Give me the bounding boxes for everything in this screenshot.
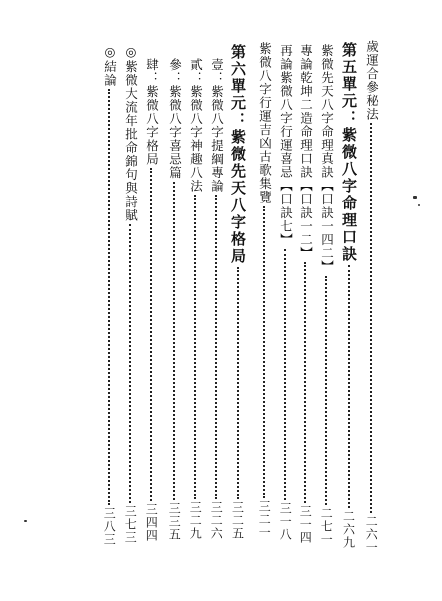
- toc-entry-title: 參：紫微八字喜忌篇: [167, 58, 183, 180]
- toc-entry-title: 貳：紫微八字神趣八法: [188, 58, 204, 193]
- toc-unit-title: 第六單元：紫微先天八字格局: [229, 44, 247, 265]
- toc-entry-page: 三二五: [230, 501, 245, 540]
- toc-entry-title: ◎結論: [102, 44, 118, 87]
- toc-entry: [145, 58, 158, 542]
- toc-unit-heading: [230, 44, 245, 540]
- scan-speck: [24, 520, 27, 522]
- toc-entry-page: 二六一: [364, 515, 379, 554]
- toc-entry-title: 紫微八字行運吉凶古歌集覽: [257, 42, 273, 204]
- toc-unit-heading: [341, 42, 356, 549]
- toc-entry-title: ◎紫微大流年批命錦句與詩賦: [123, 44, 139, 222]
- dot-leader: [263, 206, 265, 498]
- dot-leader: [108, 89, 110, 505]
- toc-entry: [210, 58, 223, 540]
- toc-entry-page: 二七一: [319, 507, 334, 546]
- dot-leader: [325, 276, 327, 506]
- toc-entry-title: 歲運合參秘法: [364, 40, 380, 121]
- toc-entry-title: 再論紫微八字行運喜忌【口訣七】: [278, 44, 294, 247]
- dot-leader: [348, 265, 350, 508]
- toc-entry-title: 肆：紫微八字格局: [144, 58, 160, 166]
- toc-entry-page: 三二六: [209, 501, 224, 540]
- toc-entry-page: 三二九: [188, 501, 203, 540]
- toc-entry: [279, 44, 292, 541]
- toc-entry: [103, 44, 116, 546]
- dot-leader: [304, 262, 306, 503]
- dot-leader: [215, 195, 217, 499]
- toc-entry: [168, 58, 181, 541]
- toc-entry-title: 紫微先天八字命理真訣【口訣一四二】: [319, 44, 335, 274]
- toc-entry-page: 二六九: [341, 510, 356, 549]
- toc-entry: [258, 42, 271, 539]
- scan-speck: [418, 204, 420, 206]
- toc-entry: [365, 40, 378, 554]
- toc-entry: [299, 44, 312, 544]
- scan-speck: [413, 196, 417, 199]
- dot-leader: [194, 195, 196, 499]
- toc-entry-title: 專論乾坤二造命理口訣【口訣一二】: [298, 44, 314, 260]
- dot-leader: [173, 182, 175, 501]
- toc-entry-page: 三一八: [278, 502, 293, 541]
- toc-entry-page: 三八三: [102, 507, 117, 546]
- dot-leader: [284, 249, 286, 501]
- toc-entry: [320, 44, 333, 546]
- toc-entry-title: 壹：紫微八字提綱專論: [209, 58, 225, 193]
- toc-entry-page: 三一四: [298, 505, 313, 544]
- toc-entry-page: 三七三: [123, 505, 138, 544]
- toc-entry-page: 三二一: [257, 500, 272, 539]
- dot-leader: [370, 123, 372, 513]
- dot-leader: [129, 224, 131, 503]
- dot-leader: [237, 267, 239, 499]
- toc-unit-title: 第五單元：紫微八字命理口訣: [340, 42, 358, 263]
- toc-entry: [124, 44, 137, 544]
- dot-leader: [150, 168, 152, 501]
- toc-entry: [189, 58, 202, 540]
- toc-entry-page: 三四四: [144, 503, 159, 542]
- toc-entry-page: 三三五: [167, 502, 182, 541]
